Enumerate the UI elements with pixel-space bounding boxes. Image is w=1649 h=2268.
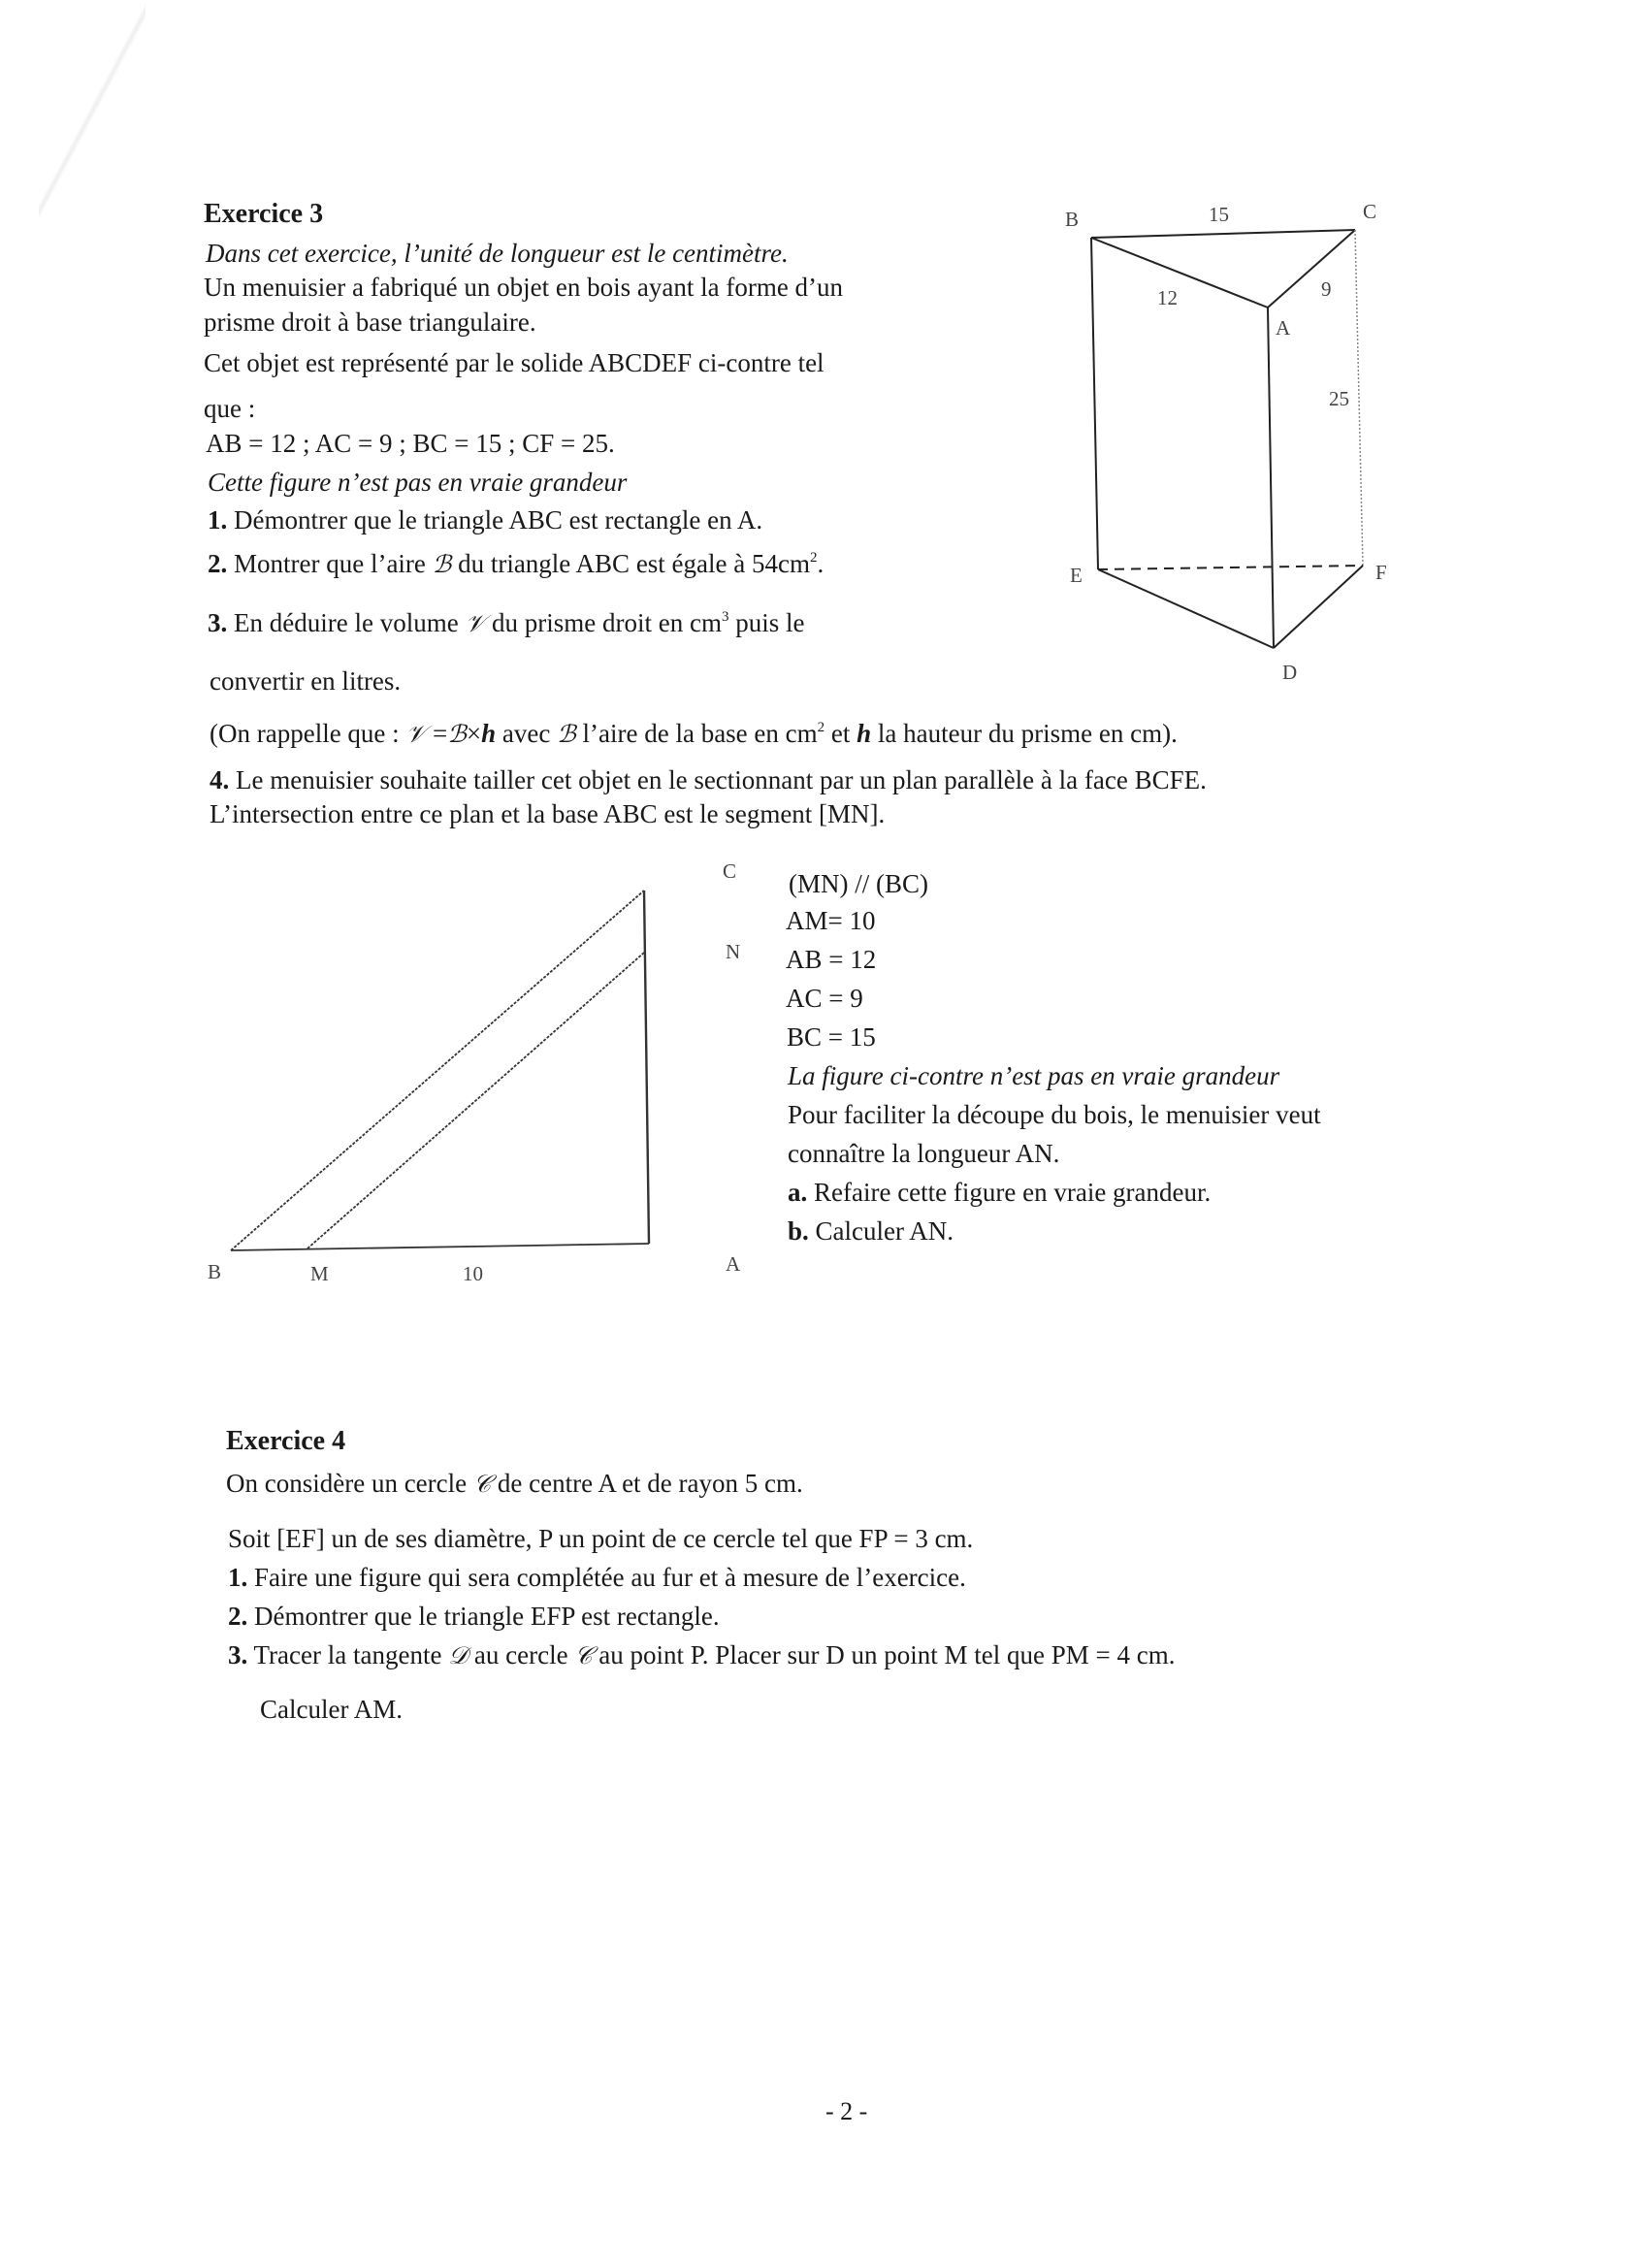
info-not-to-scale: La figure ci-contre n’est pas en vraie grandeur <box>788 1061 1280 1090</box>
prism-edge-ad <box>1268 308 1274 648</box>
question-text: En déduire le volume <box>227 608 466 637</box>
prism-label-cf: 25 <box>1329 387 1349 410</box>
circle-symbol: 𝒞 <box>574 1641 593 1669</box>
info-question-a <box>788 1180 1211 1206</box>
info-am: AM= 10 <box>786 906 876 935</box>
area-symbol: ℬ <box>557 720 576 748</box>
prism-label-ab: 12 <box>1157 286 1178 309</box>
reminder-text: et <box>824 719 857 748</box>
area-symbol: ℬ <box>432 550 452 578</box>
question-text: Faire une figure qui sera complétée au fur et à mesure de l’exercice. <box>247 1563 966 1592</box>
triangle-vertex-m: M <box>310 1262 329 1285</box>
height-symbol: h <box>481 719 497 748</box>
prism-vertex-e: E <box>1070 564 1083 587</box>
page-number: - 2 - <box>825 2097 868 2125</box>
triangle-edge-mn <box>307 953 644 1248</box>
text: de centre A et de rayon 5 cm. <box>491 1469 803 1498</box>
question-text: Montrer que l’aire <box>227 549 433 578</box>
punctuation: . <box>817 549 824 578</box>
question-letter: a. <box>788 1178 808 1207</box>
prism-edge-ed <box>1098 569 1274 648</box>
exercise3-not-to-scale: Cette figure n’est pas en vraie grandeur <box>208 468 628 497</box>
exercise3-question-4-line2: L’intersection entre ce plan et la base ABC est le segment [MN]. <box>210 799 886 828</box>
triangle-vertex-b: B <box>208 1260 222 1283</box>
question-text: du triangle ABC est égale à 54cm <box>451 549 810 578</box>
equals-sign: = <box>426 719 448 748</box>
question-letter: b. <box>788 1216 809 1246</box>
exercise3-title: Exercice 3 <box>204 199 324 229</box>
question-number: 3. <box>228 1640 248 1669</box>
prism-edge-df <box>1274 566 1363 648</box>
prism-edge-bc <box>1091 230 1355 238</box>
question-text: du prisme droit en cm <box>485 608 722 637</box>
info-context-line1: Pour faciliter la découpe du bois, le menuisier veut <box>788 1100 1321 1129</box>
triangle-figure <box>231 891 649 1250</box>
question-text: Démontrer que le triangle EFP est rectangle. <box>247 1602 720 1631</box>
prism-vertex-d: D <box>1282 661 1298 684</box>
question-text: Démontrer que le triangle ABC est rectangle en A. <box>227 505 763 535</box>
volume-symbol: 𝒱 <box>405 720 427 748</box>
height-symbol: h <box>857 719 872 748</box>
exercise4-question-3 <box>228 1642 1175 1669</box>
prism-edge-ba <box>1091 238 1268 308</box>
triangle-vertex-c: C <box>723 859 737 883</box>
question-number: 3. <box>208 608 228 637</box>
prism-edge-cf <box>1355 230 1363 566</box>
exponent: 3 <box>721 609 729 625</box>
triangle-edge-ba <box>231 1244 649 1250</box>
triangle-edge-ac <box>644 891 649 1244</box>
exercise3-p1-line1: Un menuisier a fabriqué un objet en bois ayant la forme d’un <box>204 273 844 302</box>
exercise3-p1-line2: prisme droit à base triangulaire. <box>204 308 536 337</box>
exercise3-intro: Dans cet exercice, l’unité de longueur est le centimètre. <box>206 239 789 268</box>
question-text: au point P. Placer sur D un point M tel que PM = 4 cm. <box>592 1640 1176 1669</box>
prism-edge-ef-hidden <box>1098 566 1363 569</box>
triangle-label-ma: 10 <box>463 1262 483 1285</box>
question-text: Tracer la tangente <box>247 1640 449 1669</box>
reminder-text: avec <box>496 719 558 748</box>
info-ac: AC = 9 <box>786 984 863 1013</box>
question-text: Le menuisier souhaite tailler cet objet en le sectionnant par un plan parallèle à la face BCFE. <box>229 765 1207 794</box>
circle-symbol: 𝒞 <box>472 1470 492 1498</box>
reminder-text: (On rappelle que : <box>210 719 406 748</box>
question-text: Calculer AN. <box>808 1216 954 1246</box>
prism-vertex-f: F <box>1375 561 1387 584</box>
volume-symbol: 𝒱 <box>465 609 486 637</box>
question-text: puis le <box>728 608 805 637</box>
info-question-b <box>788 1218 954 1245</box>
prism-vertex-c: C <box>1363 200 1377 223</box>
question-text: Refaire cette figure en vraie grandeur. <box>807 1178 1212 1207</box>
exercise4-line2: Soit [EF] un de ses diamètre, P un point de ce cercle tel que FP = 3 cm. <box>228 1524 974 1553</box>
reminder-text: la hauteur du prisme en cm). <box>871 719 1178 748</box>
question-number: 2. <box>208 549 228 578</box>
exercise4-title: Exercice 4 <box>226 1426 346 1456</box>
question-number: 4. <box>210 765 230 794</box>
info-ab: AB = 12 <box>786 945 877 974</box>
question-number: 2. <box>228 1602 248 1631</box>
prism-vertex-a: A <box>1276 316 1291 340</box>
prism-edge-ac <box>1268 230 1355 308</box>
triangle-vertex-n: N <box>726 940 741 963</box>
exercise4-question-1 <box>228 1565 966 1591</box>
exercise3-given: AB = 12 ; AC = 9 ; BC = 15 ; CF = 25. <box>206 429 615 458</box>
exponent: 2 <box>809 550 818 566</box>
tangent-symbol: 𝒟 <box>448 1641 469 1669</box>
exercise4-question-3-line2: Calculer AM. <box>260 1695 403 1724</box>
question-text: au cercle <box>468 1640 575 1669</box>
question-number: 1. <box>208 505 228 535</box>
exercise3-p2-line2: que : <box>204 394 256 423</box>
area-symbol: ℬ <box>447 720 467 748</box>
triangle-edge-bc <box>231 891 644 1250</box>
triangle-vertex-a: A <box>726 1252 741 1276</box>
prism-label-ac: 9 <box>1321 277 1332 301</box>
info-parallel: (MN) // (BC) <box>789 869 928 898</box>
exercise3-question-3-line2: convertir en litres. <box>210 666 402 696</box>
prism-vertex-b: B <box>1065 208 1080 231</box>
prism-edge-be <box>1091 238 1098 569</box>
info-bc: BC = 15 <box>787 1022 876 1052</box>
exercise3-p2-line1: Cet objet est représenté par le solide ABCDEF ci-contre tel <box>204 348 824 377</box>
exercise4-line1 <box>226 1471 803 1497</box>
times-sign: × <box>466 719 482 748</box>
reminder-text: l’aire de la base en cm <box>575 719 818 748</box>
question-number: 1. <box>228 1563 248 1592</box>
info-context-line2: connaître la longueur AN. <box>788 1139 1060 1168</box>
text: On considère un cercle <box>226 1469 473 1498</box>
prism-label-bc: 15 <box>1209 203 1229 226</box>
exponent: 2 <box>817 720 825 735</box>
exercise4-question-2 <box>228 1604 720 1630</box>
